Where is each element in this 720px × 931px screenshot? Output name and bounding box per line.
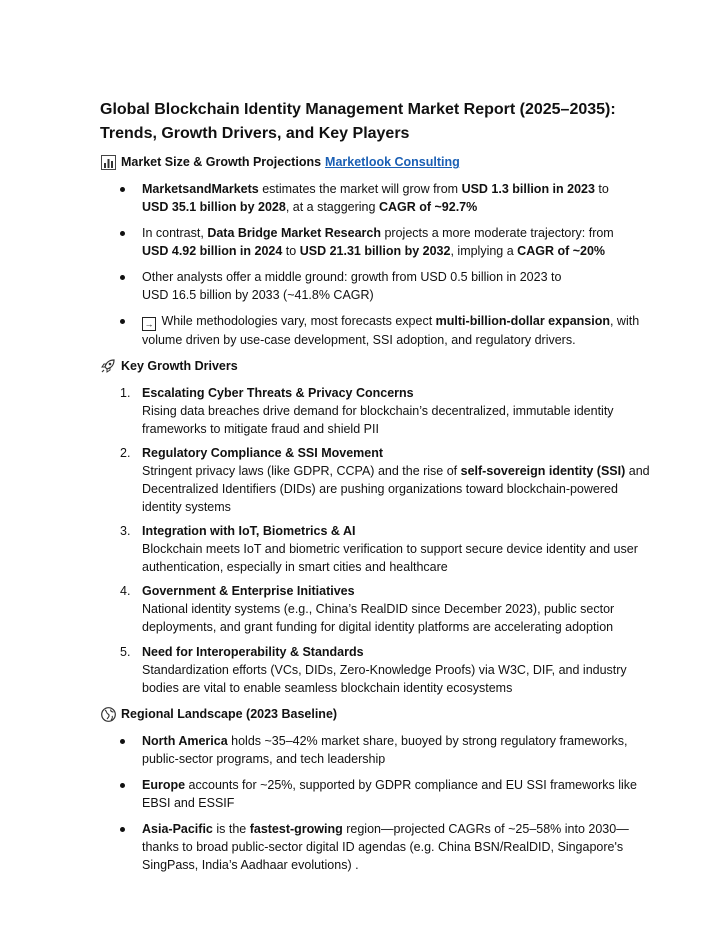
key-growth-drivers-heading-text: Key Growth Drivers	[121, 359, 238, 373]
title-line: Trends, Growth Drivers, and Key Players	[100, 125, 410, 142]
text-run: and	[625, 464, 650, 478]
market-bullet	[142, 312, 640, 349]
text-line	[142, 331, 622, 349]
market-bullet	[142, 180, 622, 216]
text-line	[142, 480, 622, 498]
globe-icon	[100, 706, 116, 722]
text-run: Decentralized Identifiers (DIDs) are pushing organizations toward blockchain-powered	[142, 482, 618, 496]
text-run: identity systems	[142, 500, 231, 514]
bold-text: North America	[142, 734, 228, 748]
driver-item	[120, 643, 627, 697]
text-run: Other analysts offer a middle ground: growth from USD 0.5 billion in 2023 to	[142, 270, 562, 284]
driver-item	[120, 384, 622, 438]
bullet-dot	[120, 827, 125, 832]
driver-item	[120, 522, 638, 576]
bold-text: CAGR of ~20%	[517, 244, 606, 258]
bullet-dot	[120, 783, 125, 788]
text-line	[142, 618, 622, 636]
bold-text: CAGR of ~92.7%	[378, 200, 478, 214]
text-line	[142, 180, 622, 198]
bold-text: Asia-Pacific	[142, 822, 213, 836]
list-number: 1.	[120, 386, 131, 400]
right-arrow-icon: →	[142, 317, 156, 331]
text-line	[142, 268, 622, 286]
text-line	[142, 498, 622, 516]
text-run: volume driven by use-case development, SSI adoption, and regulatory drivers.	[142, 333, 576, 347]
text-run: frameworks to mitigate fraud and shield PII	[142, 422, 379, 436]
text-run: accounts for ~25%, supported by GDPR compliance and EU SSI frameworks like	[185, 778, 638, 792]
text-line	[142, 224, 622, 242]
regional-landscape-heading	[100, 706, 337, 722]
text-line	[142, 732, 628, 750]
text-run: thanks to broad public-sector digital ID agendas (e.g. China BSN/RealDID, Singapore's	[142, 840, 624, 854]
driver-title: Government & Enterprise Initiatives	[142, 584, 355, 598]
bold-text: USD 4.92 billion in 2024	[142, 244, 283, 258]
text-line	[142, 750, 622, 768]
text-line	[142, 661, 627, 679]
text-run: , implying a	[450, 244, 518, 258]
text-run: is the	[212, 822, 250, 836]
rocket-icon	[100, 358, 116, 374]
title-line: Global Blockchain Identity Management Market Report (2025–2035):	[100, 101, 616, 118]
text-run: EBSI and ESSIF	[142, 796, 235, 810]
list-number: 2.	[120, 446, 131, 460]
text-run: to	[282, 244, 300, 258]
driver-title: Regulatory Compliance & SSI Movement	[142, 446, 384, 460]
key-growth-drivers-heading	[100, 358, 238, 374]
text-run: National identity systems (e.g., China’s RealDID since December 2023), public sector	[142, 602, 615, 616]
text-line	[142, 198, 622, 216]
marketlook-consulting-link[interactable]: Marketlook Consulting	[325, 155, 460, 169]
text-line	[142, 679, 622, 697]
market-size-heading	[100, 154, 460, 170]
text-line	[142, 856, 622, 874]
text-run: , with	[609, 314, 640, 328]
driver-title: Need for Interoperability & Standards	[142, 645, 364, 659]
text-line	[142, 420, 622, 438]
bold-text: Data Bridge Market Research	[207, 226, 381, 240]
driver-title: Integration with IoT, Biometrics & AI	[142, 524, 356, 538]
text-line	[142, 838, 622, 856]
bold-text: USD 21.31 billion by 2032	[299, 244, 451, 258]
bar-chart-icon	[100, 154, 116, 170]
text-line	[142, 600, 622, 618]
text-run: SingPass, India’s Aadhaar evolutions) .	[142, 858, 359, 872]
text-run: estimates the market will grow from	[258, 182, 462, 196]
bold-text: USD 1.3 billion in 2023	[461, 182, 595, 196]
market-bullet	[142, 268, 622, 304]
text-run: region—projected CAGRs of ~25–58% into 2030—	[342, 822, 629, 836]
bold-text: fastest-growing	[249, 822, 343, 836]
text-run: While methodologies vary, most forecasts expect	[158, 314, 436, 328]
text-run: holds ~35–42% market share, buoyed by strong regulatory frameworks,	[227, 734, 628, 748]
text-line	[142, 558, 622, 576]
driver-item	[120, 444, 650, 516]
text-run: In contrast,	[142, 226, 208, 240]
text-run: Stringent privacy laws (like GDPR, CCPA) and the rise of	[142, 464, 461, 478]
text-line	[142, 286, 622, 304]
text-run: USD 16.5 billion by 2033 (~41.8% CAGR)	[142, 288, 374, 302]
text-line	[142, 242, 622, 260]
bold-text: Europe	[142, 778, 186, 792]
text-run: to	[594, 182, 609, 196]
page-title	[100, 98, 660, 146]
bold-text: multi-billion-dollar expansion	[435, 314, 610, 328]
text-run: projects a more moderate trajectory: from	[381, 226, 614, 240]
text-run: Standardization efforts (VCs, DIDs, Zero-Knowledge Proofs) via W3C, DIF, and industry	[142, 663, 627, 677]
bullet-dot	[120, 187, 125, 192]
regional-landscape-heading-text: Regional Landscape (2023 Baseline)	[121, 707, 338, 721]
text-run: deployments, and grant funding for digital identity platforms are accelerating adoption	[142, 620, 614, 634]
market-bullet	[142, 224, 622, 260]
text-run: , at a staggering	[285, 200, 379, 214]
text-line	[142, 312, 640, 331]
text-line	[142, 794, 622, 812]
driver-title: Escalating Cyber Threats & Privacy Concerns	[142, 386, 414, 400]
bold-text: USD 35.1 billion by 2028	[142, 200, 286, 214]
bold-text: MarketsandMarkets	[142, 182, 259, 196]
region-bullet	[142, 776, 638, 812]
text-run: bodies are vital to enable seamless blockchain identity ecosystems	[142, 681, 513, 695]
text-run: authentication, especially in smart cities and healthcare	[142, 560, 448, 574]
text-line	[142, 540, 638, 558]
region-bullet	[142, 820, 629, 874]
bullet-dot	[120, 319, 125, 324]
text-run: public-sector programs, and tech leadership	[142, 752, 386, 766]
region-bullet	[142, 732, 628, 768]
text-run: Blockchain meets IoT and biometric verification to support secure device identity and user	[142, 542, 638, 556]
list-number: 4.	[120, 584, 131, 598]
text-line	[142, 820, 629, 838]
driver-item	[120, 582, 622, 636]
market-size-heading-text: Market Size & Growth Projections	[121, 155, 322, 169]
list-number: 5.	[120, 645, 131, 659]
bullet-dot	[120, 231, 125, 236]
bold-text: self-sovereign identity (SSI)	[460, 464, 626, 478]
text-run: Rising data breaches drive demand for blockchain’s decentralized, immutable identity	[142, 404, 614, 418]
bullet-dot	[120, 739, 125, 744]
text-line	[142, 462, 650, 480]
list-number: 3.	[120, 524, 131, 538]
text-line	[142, 776, 638, 794]
bullet-dot	[120, 275, 125, 280]
text-line	[142, 402, 622, 420]
